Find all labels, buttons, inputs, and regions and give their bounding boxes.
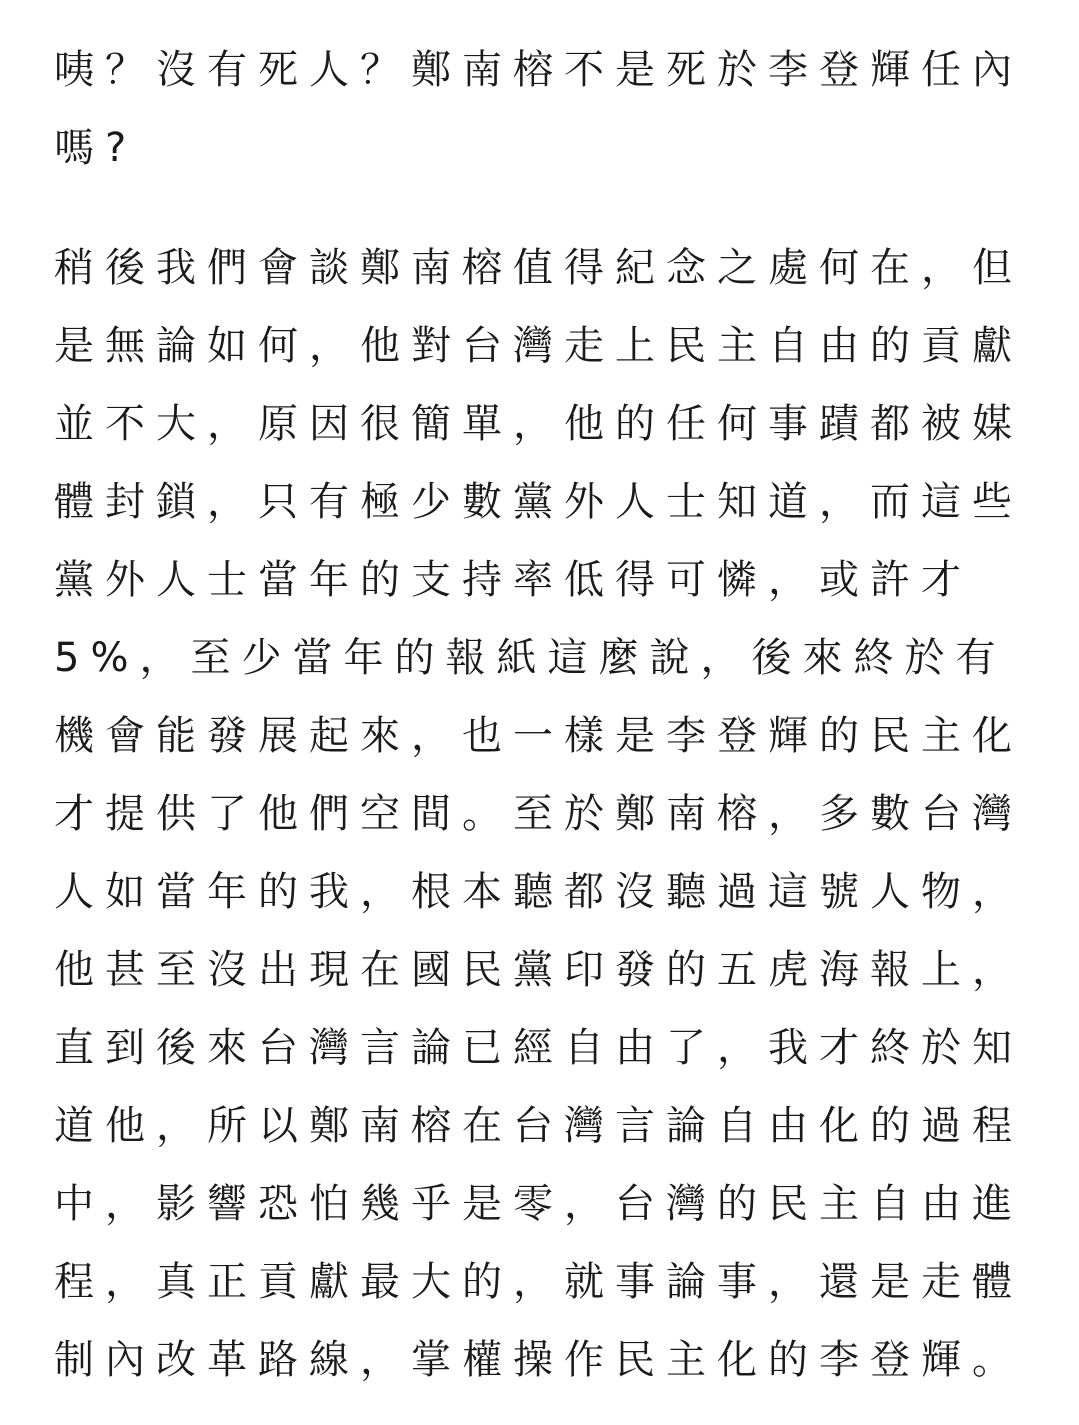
paragraph-2-line-13: 中，影響恐怕幾乎是零，台灣的民主自由進	[54, 1181, 1023, 1227]
paragraph-2-line-1: 稍後我們會談鄭南榕值得紀念之處何在，但	[54, 245, 1023, 291]
paragraph-2-line-10: 他甚至沒出現在國民黨印發的五虎海報上，	[54, 947, 1023, 993]
paragraph-2-line-5: 黨外人士當年的支持率低得可憐，或許才	[54, 557, 972, 603]
paragraph-1-line-2: 嗎?	[54, 125, 138, 171]
paragraph-2-line-11: 直到後來台灣言論已經自由了，我才終於知	[54, 1025, 1023, 1071]
paragraph-2-line-4: 體封鎖，只有極少數黨外人士知道，而這些	[54, 479, 1023, 525]
paragraph-2-line-7: 機會能發展起來，也一樣是李登輝的民主化	[54, 713, 1023, 759]
paragraph-2-line-14: 程，真正貢獻最大的，就事論事，還是走體	[54, 1259, 1023, 1305]
paragraph-2-line-6: 5%，至少當年的報紙這麼說，後來終於有	[54, 635, 1007, 681]
paragraph-2-line-15: 制內改革路線，掌權操作民主化的李登輝。	[54, 1337, 1023, 1383]
paragraph-2-line-8: 才提供了他們空間。至於鄭南榕，多數台灣	[54, 791, 1023, 837]
paragraph-1-line-1: 咦？沒有死人？鄭南榕不是死於李登輝任內	[54, 47, 1023, 93]
paragraph-2-line-12: 道他，所以鄭南榕在台灣言論自由化的過程	[54, 1103, 1023, 1149]
paragraph-2-line-2: 是無論如何，他對台灣走上民主自由的貢獻	[54, 323, 1023, 369]
paragraph-2-line-3: 並不大，原因很簡單，他的任何事蹟都被媒	[54, 401, 1023, 447]
paragraph-2-line-9: 人如當年的我，根本聽都沒聽過這號人物，	[54, 869, 1023, 915]
